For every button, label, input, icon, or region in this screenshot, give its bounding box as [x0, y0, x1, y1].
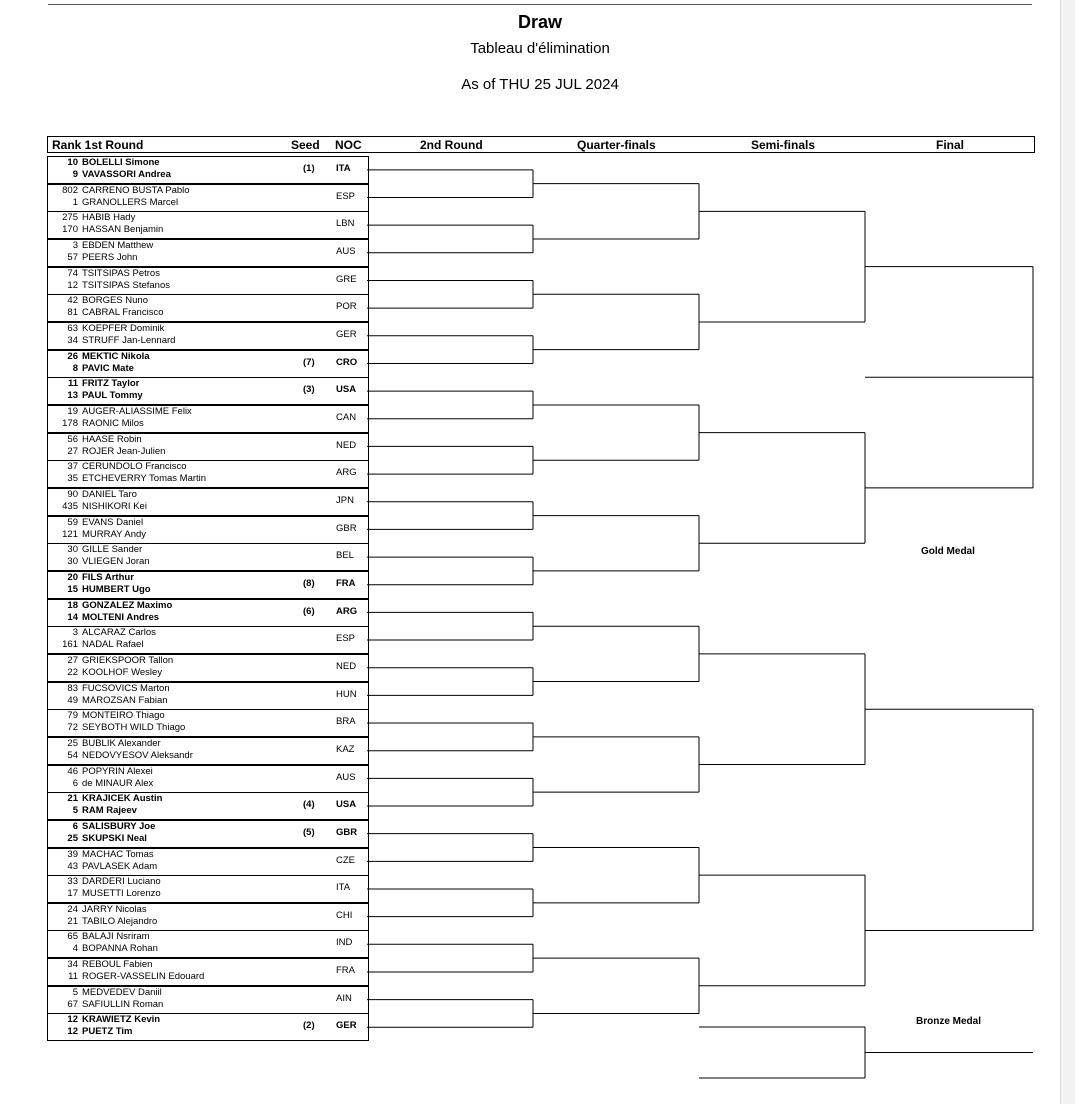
- player-rank: 161: [62, 639, 78, 651]
- player-rank: 11: [68, 971, 78, 983]
- noc-code: ESP: [336, 633, 356, 645]
- player-name: PAUL Tommy: [82, 390, 143, 402]
- player-rank: 12: [67, 279, 78, 291]
- player-name: MOLTENI Andres: [82, 611, 160, 623]
- col-second-round: 2nd Round: [420, 138, 483, 152]
- noc-code: CAN: [336, 411, 357, 423]
- player-rank: 25: [67, 737, 78, 749]
- player-rank: 19: [67, 405, 78, 417]
- player-name: NEDOVYESOV Aleksandr: [82, 749, 193, 761]
- player-rank: 20: [67, 571, 78, 583]
- seed-value: (7): [303, 356, 315, 368]
- player-name: BORGES Nuno: [82, 295, 148, 307]
- player-name: HABIB Hady: [82, 212, 136, 224]
- player-name: CARRENO BUSTA Pablo: [82, 184, 190, 196]
- player-rank: 27: [67, 445, 78, 457]
- player-name: ROJER Jean-Julien: [82, 445, 166, 457]
- player-name: GONZALEZ Maximo: [82, 599, 173, 611]
- player-rank: 37: [67, 461, 78, 473]
- noc-code: GRE: [336, 273, 357, 285]
- player-rank: 13: [67, 390, 78, 402]
- player-name: KRAWIETZ Kevin: [82, 1014, 161, 1026]
- noc-code: IND: [336, 937, 353, 949]
- player-name: TABILO Alejandro: [82, 915, 158, 927]
- player-rank: 34: [67, 959, 78, 971]
- seed-value: (8): [303, 577, 315, 589]
- player-rank: 6: [72, 820, 78, 832]
- seed-value: (2): [303, 1020, 315, 1032]
- noc-code: ARG: [336, 467, 357, 479]
- noc-code: GER: [336, 1020, 357, 1032]
- player-rank: 3: [72, 239, 78, 251]
- player-name: JARRY Nicolas: [82, 903, 147, 915]
- player-rank: 10: [67, 157, 78, 168]
- player-name: AUGER-ALIASSIME Felix: [82, 405, 192, 417]
- player-rank: 18: [67, 599, 78, 611]
- player-name: SEYBOTH WILD Thiago: [82, 722, 186, 734]
- player-name: MAROZSAN Fabian: [82, 694, 168, 706]
- player-name: PAVLASEK Adam: [82, 860, 158, 872]
- col-final: Final: [936, 138, 965, 152]
- player-rank: 1: [72, 196, 78, 208]
- noc-code: AUS: [336, 245, 356, 257]
- player-rank: 39: [67, 848, 78, 860]
- player-name: BOLELLI Simone: [82, 157, 160, 168]
- noc-code: USA: [336, 799, 357, 811]
- seed-value: (4): [303, 799, 315, 811]
- player-name: HAASE Robin: [82, 433, 142, 445]
- player-name: ROGER-VASSELIN Edouard: [82, 971, 205, 983]
- player-name: PEERS John: [82, 251, 138, 263]
- player-rank: 15: [67, 583, 78, 595]
- player-rank: 27: [67, 654, 78, 666]
- noc-code: BEL: [336, 550, 354, 562]
- player-rank: 26: [67, 350, 78, 362]
- noc-code: ESP: [336, 190, 356, 202]
- player-rank: 30: [67, 544, 78, 556]
- noc-code: AIN: [336, 992, 352, 1004]
- player-name: POPYRIN Alexei: [82, 765, 153, 777]
- noc-code: ITA: [336, 882, 351, 894]
- player-rank: 435: [62, 500, 78, 512]
- player-rank: 43: [67, 860, 78, 872]
- player-name: FUCSOVICS Marton: [82, 682, 170, 694]
- player-rank: 25: [67, 832, 78, 844]
- player-rank: 4: [72, 943, 78, 955]
- player-rank: 72: [67, 722, 78, 734]
- player-name: KRAJICEK Austin: [82, 793, 163, 805]
- col-noc: NOC: [335, 138, 362, 152]
- player-rank: 121: [62, 528, 78, 540]
- player-rank: 802: [62, 184, 78, 196]
- player-name: MEDVEDEV Daniil: [82, 986, 162, 998]
- player-rank: 170: [62, 224, 78, 236]
- player-rank: 54: [67, 749, 78, 761]
- noc-code: NED: [336, 439, 357, 451]
- player-name: DANIEL Taro: [82, 488, 137, 500]
- player-rank: 81: [67, 307, 78, 319]
- player-rank: 30: [67, 556, 78, 568]
- player-name: de MINAUR Alex: [82, 777, 154, 789]
- noc-code: CHI: [336, 909, 353, 921]
- player-rank: 275: [62, 212, 78, 224]
- player-name: MEKTIC Nikola: [82, 350, 150, 362]
- player-rank: 24: [67, 903, 78, 915]
- noc-code: GBR: [336, 826, 358, 838]
- player-rank: 8: [72, 362, 78, 374]
- col-rank-first-round: Rank 1st Round: [52, 138, 144, 152]
- player-name: FILS Arthur: [82, 571, 134, 583]
- player-rank: 56: [67, 433, 78, 445]
- player-rank: 33: [67, 876, 78, 888]
- col-semi-finals: Semi-finals: [751, 138, 816, 152]
- bronze-medal-label: Bronze Medal: [916, 1016, 982, 1027]
- gold-medal-label: Gold Medal: [921, 546, 975, 557]
- noc-code: HUN: [336, 688, 357, 700]
- player-rank: 49: [67, 694, 78, 706]
- player-name: CERUNDOLO Francisco: [82, 461, 187, 473]
- player-rank: 74: [67, 267, 78, 279]
- player-rank: 5: [72, 805, 78, 817]
- player-name: DARDERI Luciano: [82, 876, 161, 888]
- player-rank: 35: [67, 473, 78, 485]
- player-name: VLIEGEN Joran: [82, 556, 150, 568]
- seed-value: (5): [303, 826, 315, 838]
- player-rank: 22: [67, 666, 78, 678]
- player-rank: 65: [67, 931, 78, 943]
- player-name: RAM Rajeev: [82, 805, 137, 817]
- player-name: BOPANNA Rohan: [82, 943, 158, 955]
- player-name: BALAJI Nsriram: [82, 931, 150, 943]
- page-subtitle: Tableau d'élimination: [470, 40, 610, 57]
- player-name: SAFIULLIN Roman: [82, 998, 164, 1010]
- player-rank: 63: [67, 322, 78, 334]
- noc-code: CRO: [336, 356, 358, 368]
- noc-code: FRA: [336, 577, 356, 589]
- noc-code: USA: [336, 384, 357, 396]
- player-rank: 57: [67, 251, 78, 263]
- noc-code: BRA: [336, 716, 356, 728]
- player-rank: 6: [72, 777, 78, 789]
- player-name: ALCARAZ Carlos: [82, 627, 156, 639]
- player-rank: 14: [67, 611, 78, 623]
- player-name: ETCHEVERRY Tomas Martin: [82, 473, 207, 485]
- seed-value: (1): [303, 163, 315, 174]
- noc-code: ARG: [336, 605, 358, 617]
- player-name: KOOLHOF Wesley: [82, 666, 163, 678]
- player-name: MURRAY Andy: [82, 528, 147, 540]
- player-rank: 21: [67, 793, 78, 805]
- player-name: MUSETTI Lorenzo: [82, 888, 161, 900]
- noc-code: FRA: [336, 965, 355, 977]
- player-name: EBDEN Matthew: [82, 239, 154, 251]
- player-name: TSITSIPAS Stefanos: [82, 279, 171, 291]
- seed-value: (6): [303, 605, 315, 617]
- player-name: KOEPFER Dominik: [82, 322, 165, 334]
- noc-code: ITA: [336, 163, 351, 174]
- col-quarter-finals: Quarter-finals: [577, 138, 656, 152]
- player-name: GRANOLLERS Marcel: [82, 196, 179, 208]
- player-name: SKUPSKI Neal: [82, 832, 147, 844]
- player-name: PAVIC Mate: [82, 362, 134, 374]
- player-rank: 12: [67, 1014, 78, 1026]
- player-name: HASSAN Benjamin: [82, 224, 164, 236]
- noc-code: JPN: [336, 494, 354, 506]
- player-rank: 12: [67, 1026, 78, 1038]
- player-name: GRIEKSPOOR Tallon: [82, 654, 174, 666]
- player-rank: 9: [72, 169, 78, 180]
- player-name: MACHAC Tomas: [82, 848, 154, 860]
- player-rank: 5: [72, 986, 78, 998]
- player-name: RAONIC Milos: [82, 417, 144, 429]
- player-name: STRUFF Jan-Lennard: [82, 334, 176, 346]
- noc-code: KAZ: [336, 743, 355, 755]
- player-name: REBOUL Fabien: [82, 959, 153, 971]
- noc-code: POR: [336, 301, 357, 313]
- seed-value: (3): [303, 384, 315, 396]
- player-rank: 46: [67, 765, 78, 777]
- player-rank: 11: [67, 378, 78, 390]
- player-name: NADAL Rafael: [82, 639, 144, 651]
- player-name: TSITSIPAS Petros: [82, 267, 160, 279]
- player-rank: 42: [67, 295, 78, 307]
- player-name: PUETZ Tim: [82, 1026, 133, 1038]
- player-rank: 17: [67, 888, 78, 900]
- player-name: GILLE Sander: [82, 544, 143, 556]
- player-name: VAVASSORI Andrea: [82, 169, 171, 180]
- noc-code: LBN: [336, 218, 355, 230]
- player-rank: 178: [62, 417, 78, 429]
- noc-code: GBR: [336, 522, 357, 534]
- player-name: SALISBURY Joe: [82, 820, 156, 832]
- noc-code: GER: [336, 328, 357, 340]
- player-name: FRITZ Taylor: [82, 378, 140, 390]
- page-title: Draw: [517, 12, 562, 32]
- player-rank: 21: [67, 915, 78, 927]
- noc-code: CZE: [336, 854, 355, 866]
- player-name: BUBLIK Alexander: [82, 737, 161, 749]
- player-rank: 90: [67, 488, 78, 500]
- player-name: HUMBERT Ugo: [82, 583, 151, 595]
- col-seed: Seed: [291, 138, 320, 152]
- noc-code: NED: [336, 660, 357, 672]
- player-rank: 83: [67, 682, 78, 694]
- player-rank: 79: [67, 710, 78, 722]
- player-rank: 67: [67, 998, 78, 1010]
- noc-code: AUS: [336, 771, 356, 783]
- player-name: NISHIKORI Kei: [82, 500, 147, 512]
- player-name: CABRAL Francisco: [82, 307, 164, 319]
- player-rank: 59: [67, 516, 78, 528]
- player-rank: 3: [72, 627, 78, 639]
- as-of-date: As of THU 25 JUL 2024: [461, 76, 619, 93]
- player-rank: 34: [67, 334, 78, 346]
- player-name: EVANS Daniel: [82, 516, 144, 528]
- player-name: MONTEIRO Thiago: [82, 710, 165, 722]
